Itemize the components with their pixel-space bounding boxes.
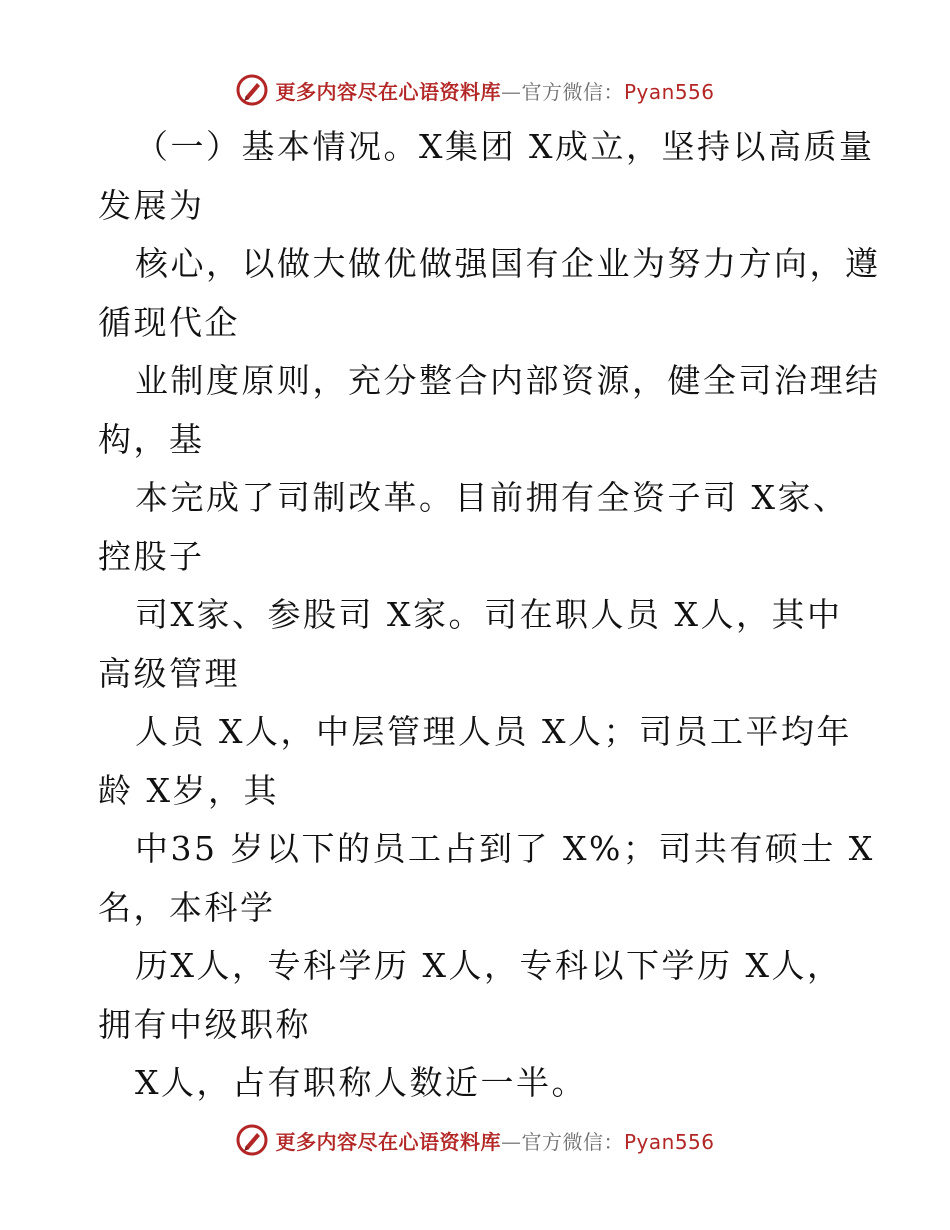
text-line: 高级管理 (98, 653, 240, 693)
pen-circle-logo-icon (235, 73, 269, 107)
text-line: 龄 X岁，其 (98, 770, 279, 810)
text-line: 循现代企 (98, 302, 240, 342)
watermark-wechat-label: 官方微信： (521, 79, 624, 104)
text-line: 核心，以做大做优做强国有企业为努力方向，遵 (135, 244, 881, 283)
footer-watermark (0, 1120, 950, 1160)
watermark-text (275, 1126, 714, 1155)
text-line: 中35 岁以下的员工占到了 X%；司共有硕士 X (135, 829, 875, 868)
text-line: 名，本科学 (98, 887, 276, 927)
watermark-dash: — (500, 79, 522, 104)
text-line: 拥有中级职称 (98, 1004, 311, 1044)
watermark-brand: 更多内容尽在心语资料库 (275, 1129, 501, 1154)
watermark-wechat-id: Pyan556 (623, 79, 715, 104)
watermark-text (275, 76, 714, 105)
pen-circle-logo-icon (235, 1123, 269, 1157)
text-line: 人员 X人，中层管理人员 X人；司员工平均年 (135, 712, 852, 751)
watermark-wechat-label: 官方微信： (521, 1129, 624, 1154)
header-watermark (0, 70, 950, 110)
text-line: 业制度原则，充分整合内部资源，健全司治理结 (135, 361, 881, 400)
watermark-wechat-id: Pyan556 (623, 1129, 715, 1154)
text-line: X人，占有职称人数近一半。 (135, 1063, 587, 1102)
watermark-brand: 更多内容尽在心语资料库 (275, 79, 501, 104)
text-line: 发展为 (98, 185, 205, 225)
text-line: （一）基本情况。X集团 X成立，坚持以高质量 (135, 127, 875, 166)
document-body (98, 118, 881, 1113)
watermark-dash: — (500, 1129, 522, 1154)
text-line: 控股子 (98, 536, 205, 576)
text-line: 本完成了司制改革。目前拥有全资子司 X家、 (135, 478, 849, 517)
text-line: 历X人，专科学历 X人，专科以下学历 X人， (135, 946, 843, 985)
text-line: 构，基 (98, 419, 205, 459)
text-line: 司X家、参股司 X家。司在职人员 X人，其中 (135, 595, 843, 634)
